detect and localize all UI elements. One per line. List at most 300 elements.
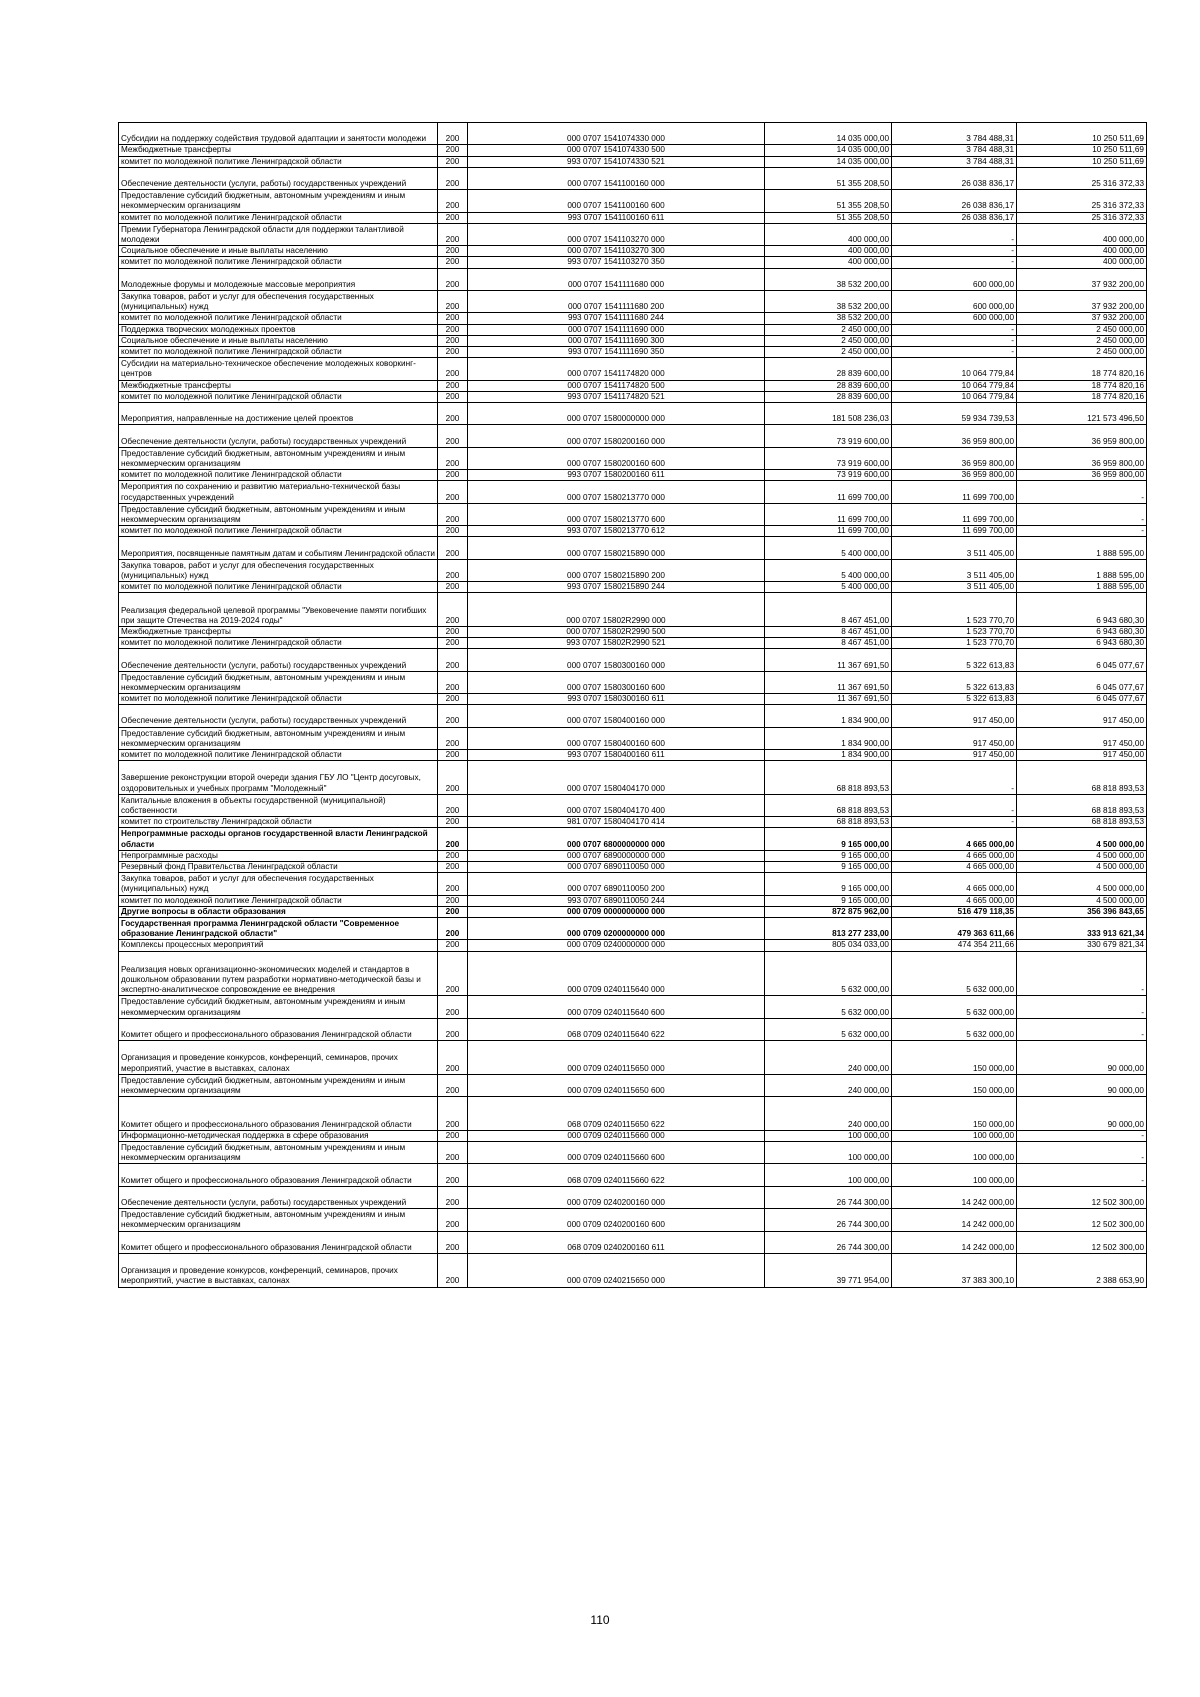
row-plan-cell: 5 632 000,00 <box>765 996 892 1018</box>
table-row <box>119 649 1147 671</box>
row-plan-cell: 1 834 900,00 <box>765 750 892 761</box>
row-code-cell: 200 <box>438 1231 468 1253</box>
row-plan-cell: 8 467 451,00 <box>765 626 892 637</box>
row-kbk-cell: 000 0709 0240200160 600 <box>468 1209 765 1231</box>
row-rest-cell: 4 500 000,00 <box>1017 862 1147 873</box>
row-kbk-cell: 000 0707 1580400160 600 <box>468 727 765 749</box>
row-code-cell: 200 <box>438 895 468 906</box>
table-row <box>119 1097 1147 1131</box>
table-row <box>119 940 1147 951</box>
row-rest-cell: 1 888 595,00 <box>1017 559 1147 581</box>
table-row <box>119 358 1147 380</box>
row-kbk-cell: 000 0709 0000000000 000 <box>468 906 765 917</box>
row-kbk-cell: 000 0709 0240115640 600 <box>468 996 765 1018</box>
row-kbk-cell: 000 0707 1541111690 000 <box>468 324 765 335</box>
row-rest-cell: 1 888 595,00 <box>1017 537 1147 559</box>
table-row <box>119 190 1147 212</box>
row-kbk-cell: 000 0707 1580404170 000 <box>468 761 765 795</box>
row-kbk-cell: 000 0707 1580404170 400 <box>468 794 765 816</box>
row-rest-cell: - <box>1017 503 1147 525</box>
row-plan-cell: 2 450 000,00 <box>765 346 892 357</box>
row-name-cell: комитет по молодежной политике Ленинградской области <box>119 346 438 357</box>
row-plan-cell: 68 818 893,53 <box>765 794 892 816</box>
row-name-cell: комитет по молодежной политике Ленинградской области <box>119 156 438 167</box>
row-plan-cell: 26 744 300,00 <box>765 1186 892 1208</box>
table-row <box>119 470 1147 481</box>
row-plan-cell: 26 744 300,00 <box>765 1209 892 1231</box>
row-plan-cell: 39 771 954,00 <box>765 1253 892 1287</box>
row-name-cell: комитет по молодежной политике Ленинградской области <box>119 895 438 906</box>
row-code-cell: 200 <box>438 1041 468 1075</box>
row-code-cell: 200 <box>438 268 468 290</box>
table-row <box>119 626 1147 637</box>
row-code-cell: 200 <box>438 156 468 167</box>
row-name-cell: Закупка товаров, работ и услуг для обеспечения государственных (муниципальных) нужд <box>119 873 438 895</box>
table-row <box>119 380 1147 391</box>
row-kbk-cell: 000 0709 0240115660 600 <box>468 1142 765 1164</box>
row-kbk-cell: 000 0707 15802R2990 500 <box>468 626 765 637</box>
row-name-cell: Премии Губернатора Ленинградской области для поддержки талантливой молодежи <box>119 223 438 245</box>
row-kbk-cell: 993 0707 1541103270 350 <box>468 257 765 268</box>
row-name-cell: Предоставление субсидий бюджетным, автономным учреждениям и иным некоммерческим организациям <box>119 1209 438 1231</box>
row-plan-cell: 68 818 893,53 <box>765 761 892 795</box>
row-plan-cell: 5 632 000,00 <box>765 1018 892 1040</box>
budget-table <box>118 122 1147 1288</box>
row-code-cell: 200 <box>438 940 468 951</box>
row-done-cell: - <box>892 246 1017 257</box>
row-plan-cell: 14 035 000,00 <box>765 156 892 167</box>
table-row <box>119 1018 1147 1040</box>
row-code-cell: 200 <box>438 750 468 761</box>
row-code-cell: 200 <box>438 559 468 581</box>
row-name-cell: Непрограммные расходы <box>119 850 438 861</box>
row-kbk-cell: 000 0707 1541111680 200 <box>468 290 765 312</box>
row-plan-cell: 51 355 208,50 <box>765 167 892 189</box>
row-code-cell: 200 <box>438 358 468 380</box>
table-row <box>119 828 1147 850</box>
row-done-cell: 3 511 405,00 <box>892 582 1017 593</box>
row-kbk-cell: 000 0709 0240200160 000 <box>468 1186 765 1208</box>
row-name-cell: комитет по молодежной политике Ленинградской области <box>119 750 438 761</box>
table-row <box>119 951 1147 996</box>
row-plan-cell: 100 000,00 <box>765 1130 892 1141</box>
row-name-cell: Предоставление субсидий бюджетным, автономным учреждениям и иным некоммерческим организациям <box>119 1074 438 1096</box>
row-done-cell: 917 450,00 <box>892 727 1017 749</box>
row-done-cell: 150 000,00 <box>892 1097 1017 1131</box>
row-kbk-cell: 000 0707 6890110050 200 <box>468 873 765 895</box>
row-kbk-cell: 000 0707 6890000000 000 <box>468 850 765 861</box>
row-kbk-cell: 000 0707 1541103270 300 <box>468 246 765 257</box>
row-kbk-cell: 000 0707 1541103270 000 <box>468 223 765 245</box>
row-plan-cell: 813 277 233,00 <box>765 918 892 940</box>
row-done-cell: 26 038 836,17 <box>892 190 1017 212</box>
row-plan-cell: 38 532 200,00 <box>765 268 892 290</box>
table-row <box>119 167 1147 189</box>
row-plan-cell: 8 467 451,00 <box>765 638 892 649</box>
row-done-cell: 36 959 800,00 <box>892 425 1017 447</box>
row-rest-cell: 68 818 893,53 <box>1017 817 1147 828</box>
row-done-cell: 4 665 000,00 <box>892 850 1017 861</box>
row-kbk-cell: 000 0707 1541100160 600 <box>468 190 765 212</box>
row-code-cell: 200 <box>438 223 468 245</box>
row-rest-cell: 37 932 200,00 <box>1017 313 1147 324</box>
row-done-cell: 917 450,00 <box>892 705 1017 727</box>
row-kbk-cell: 068 0709 0240115660 622 <box>468 1164 765 1186</box>
row-kbk-cell: 000 0707 1580300160 600 <box>468 671 765 693</box>
row-done-cell: 10 064 779,84 <box>892 358 1017 380</box>
row-code-cell: 200 <box>438 212 468 223</box>
row-rest-cell: 37 932 200,00 <box>1017 268 1147 290</box>
row-name-cell: комитет по молодежной политике Ленинградской области <box>119 313 438 324</box>
row-name-cell: комитет по молодежной политике Ленинградской области <box>119 391 438 402</box>
table-row <box>119 1186 1147 1208</box>
row-name-cell: Комитет общего и профессионального образования Ленинградской области <box>119 1231 438 1253</box>
row-rest-cell: 10 250 511,69 <box>1017 156 1147 167</box>
row-code-cell: 200 <box>438 402 468 424</box>
row-kbk-cell: 000 0707 6890110050 000 <box>468 862 765 873</box>
row-done-cell: 516 479 118,35 <box>892 906 1017 917</box>
row-name-cell: Предоставление субсидий бюджетным, автономным учреждениям и иным некоммерческим организациям <box>119 996 438 1018</box>
row-done-cell: 4 665 000,00 <box>892 828 1017 850</box>
row-name-cell: Обеспечение деятельности (услуги, работы) государственных учреждений <box>119 705 438 727</box>
row-plan-cell: 100 000,00 <box>765 1142 892 1164</box>
row-code-cell: 200 <box>438 638 468 649</box>
row-code-cell: 200 <box>438 850 468 861</box>
row-code-cell: 200 <box>438 794 468 816</box>
table-row <box>119 212 1147 223</box>
row-done-cell: 11 699 700,00 <box>892 481 1017 503</box>
row-done-cell: 1 523 770,70 <box>892 638 1017 649</box>
table-row <box>119 324 1147 335</box>
row-code-cell: 200 <box>438 1074 468 1096</box>
row-rest-cell: 2 450 000,00 <box>1017 346 1147 357</box>
table-row <box>119 290 1147 312</box>
row-rest-cell: 356 396 843,65 <box>1017 906 1147 917</box>
row-rest-cell: 917 450,00 <box>1017 727 1147 749</box>
row-plan-cell: 14 035 000,00 <box>765 145 892 156</box>
row-kbk-cell: 000 0709 0240115650 000 <box>468 1041 765 1075</box>
row-name-cell: Резервный фонд Правительства Ленинградской области <box>119 862 438 873</box>
row-plan-cell: 38 532 200,00 <box>765 313 892 324</box>
row-code-cell: 200 <box>438 582 468 593</box>
table-row <box>119 526 1147 537</box>
row-rest-cell: 90 000,00 <box>1017 1041 1147 1075</box>
row-plan-cell: 14 035 000,00 <box>765 123 892 145</box>
row-plan-cell: 38 532 200,00 <box>765 290 892 312</box>
row-name-cell: Предоставление субсидий бюджетным, автономным учреждениям и иным некоммерческим организациям <box>119 503 438 525</box>
page-number: 110 <box>590 1613 610 1627</box>
row-code-cell: 200 <box>438 257 468 268</box>
row-rest-cell: 6 045 077,67 <box>1017 671 1147 693</box>
row-code-cell: 200 <box>438 380 468 391</box>
row-rest-cell: - <box>1017 481 1147 503</box>
row-name-cell: Завершение реконструкции второй очереди здания ГБУ ЛО "Центр досуговых, оздоровительных и учебных программ "Молодежный" <box>119 761 438 795</box>
row-kbk-cell: 000 0709 0240115660 000 <box>468 1130 765 1141</box>
row-plan-cell: 5 400 000,00 <box>765 559 892 581</box>
row-rest-cell: 36 959 800,00 <box>1017 447 1147 469</box>
row-plan-cell: 73 919 600,00 <box>765 447 892 469</box>
table-row <box>119 705 1147 727</box>
row-kbk-cell: 000 0707 1580215890 200 <box>468 559 765 581</box>
budget-sheet <box>118 122 1146 1288</box>
row-done-cell: - <box>892 346 1017 357</box>
row-code-cell: 200 <box>438 190 468 212</box>
row-kbk-cell: 000 0707 1541074330 000 <box>468 123 765 145</box>
row-name-cell: Предоставление субсидий бюджетным, автономным учреждениям и иным некоммерческим организациям <box>119 671 438 693</box>
row-code-cell: 200 <box>438 828 468 850</box>
row-code-cell: 200 <box>438 346 468 357</box>
row-rest-cell: - <box>1017 951 1147 996</box>
row-kbk-cell: 000 0709 0240115650 600 <box>468 1074 765 1096</box>
row-done-cell: - <box>892 223 1017 245</box>
row-kbk-cell: 993 0707 1580215890 244 <box>468 582 765 593</box>
row-done-cell: 479 363 611,66 <box>892 918 1017 940</box>
row-plan-cell: 51 355 208,50 <box>765 212 892 223</box>
table-row <box>119 425 1147 447</box>
row-done-cell: 917 450,00 <box>892 750 1017 761</box>
row-rest-cell: 37 932 200,00 <box>1017 290 1147 312</box>
row-code-cell: 200 <box>438 1142 468 1164</box>
table-row <box>119 794 1147 816</box>
row-code-cell: 200 <box>438 671 468 693</box>
row-kbk-cell: 993 0707 1541174820 521 <box>468 391 765 402</box>
row-kbk-cell: 000 0707 1580400160 000 <box>468 705 765 727</box>
row-rest-cell: 18 774 820,16 <box>1017 358 1147 380</box>
row-rest-cell: 4 500 000,00 <box>1017 828 1147 850</box>
row-rest-cell: 25 316 372,33 <box>1017 167 1147 189</box>
row-rest-cell: - <box>1017 1142 1147 1164</box>
row-kbk-cell: 000 0707 1541074330 500 <box>468 145 765 156</box>
row-rest-cell: 12 502 300,00 <box>1017 1209 1147 1231</box>
table-row <box>119 817 1147 828</box>
row-code-cell: 200 <box>438 1253 468 1287</box>
row-kbk-cell: 000 0707 6800000000 000 <box>468 828 765 850</box>
row-plan-cell: 11 699 700,00 <box>765 503 892 525</box>
row-plan-cell: 11 699 700,00 <box>765 481 892 503</box>
row-name-cell: Поддержка творческих молодежных проектов <box>119 324 438 335</box>
table-row <box>119 145 1147 156</box>
row-rest-cell: 12 502 300,00 <box>1017 1186 1147 1208</box>
row-code-cell: 200 <box>438 290 468 312</box>
row-done-cell: 3 784 488,31 <box>892 123 1017 145</box>
row-code-cell: 200 <box>438 593 468 627</box>
row-rest-cell: 2 450 000,00 <box>1017 335 1147 346</box>
table-row <box>119 727 1147 749</box>
row-name-cell: Социальное обеспечение и иные выплаты населению <box>119 246 438 257</box>
row-kbk-cell: 000 0709 0240000000 000 <box>468 940 765 951</box>
table-row <box>119 1130 1147 1141</box>
row-code-cell: 200 <box>438 649 468 671</box>
row-kbk-cell: 000 0709 0240115640 000 <box>468 951 765 996</box>
row-kbk-cell: 993 0707 1541111690 350 <box>468 346 765 357</box>
row-kbk-cell: 000 0707 1541174820 500 <box>468 380 765 391</box>
row-code-cell: 200 <box>438 335 468 346</box>
row-done-cell: 3 511 405,00 <box>892 537 1017 559</box>
row-done-cell: 150 000,00 <box>892 1074 1017 1096</box>
table-row <box>119 582 1147 593</box>
row-code-cell: 200 <box>438 705 468 727</box>
row-name-cell: Непрограммные расходы органов государственной власти Ленинградской области <box>119 828 438 850</box>
row-done-cell: 5 632 000,00 <box>892 1018 1017 1040</box>
row-code-cell: 200 <box>438 1097 468 1131</box>
row-done-cell: 474 354 211,66 <box>892 940 1017 951</box>
row-rest-cell: 2 450 000,00 <box>1017 324 1147 335</box>
table-row <box>119 313 1147 324</box>
row-kbk-cell: 000 0707 1580000000 000 <box>468 402 765 424</box>
row-code-cell: 200 <box>438 1130 468 1141</box>
table-row <box>119 1164 1147 1186</box>
row-plan-cell: 5 632 000,00 <box>765 951 892 996</box>
row-kbk-cell: 000 0707 1541100160 000 <box>468 167 765 189</box>
row-rest-cell: 36 959 800,00 <box>1017 425 1147 447</box>
row-name-cell: Государственная программа Ленинградской области "Современное образование Ленинградской области" <box>119 918 438 940</box>
table-row <box>119 257 1147 268</box>
row-plan-cell: 5 400 000,00 <box>765 582 892 593</box>
row-code-cell: 200 <box>438 481 468 503</box>
row-name-cell: Комплексы процессных мероприятий <box>119 940 438 951</box>
row-rest-cell: 18 774 820,16 <box>1017 380 1147 391</box>
table-row <box>119 335 1147 346</box>
row-kbk-cell: 000 0707 1580215890 000 <box>468 537 765 559</box>
row-name-cell: Межбюджетные трансферты <box>119 626 438 637</box>
row-code-cell: 200 <box>438 425 468 447</box>
row-done-cell: 5 322 613,83 <box>892 671 1017 693</box>
row-kbk-cell: 000 0707 1541174820 000 <box>468 358 765 380</box>
row-done-cell: - <box>892 794 1017 816</box>
table-row <box>119 1231 1147 1253</box>
table-row <box>119 895 1147 906</box>
table-row <box>119 750 1147 761</box>
row-name-cell: Комитет общего и профессионального образования Ленинградской области <box>119 1018 438 1040</box>
table-row <box>119 559 1147 581</box>
row-code-cell: 200 <box>438 694 468 705</box>
row-done-cell: 100 000,00 <box>892 1130 1017 1141</box>
table-row <box>119 761 1147 795</box>
row-done-cell: 4 665 000,00 <box>892 862 1017 873</box>
table-row <box>119 223 1147 245</box>
row-rest-cell: 6 943 680,30 <box>1017 638 1147 649</box>
row-kbk-cell: 993 0707 1580300160 611 <box>468 694 765 705</box>
row-done-cell: 14 242 000,00 <box>892 1186 1017 1208</box>
table-row <box>119 850 1147 861</box>
row-rest-cell: 121 573 496,50 <box>1017 402 1147 424</box>
row-done-cell: 600 000,00 <box>892 290 1017 312</box>
row-done-cell: 10 064 779,84 <box>892 380 1017 391</box>
row-plan-cell: 2 450 000,00 <box>765 324 892 335</box>
table-row <box>119 918 1147 940</box>
table-row <box>119 346 1147 357</box>
row-kbk-cell: 068 0709 0240200160 611 <box>468 1231 765 1253</box>
row-name-cell: Обеспечение деятельности (услуги, работы) государственных учреждений <box>119 425 438 447</box>
row-plan-cell: 240 000,00 <box>765 1097 892 1131</box>
row-done-cell: 3 784 488,31 <box>892 145 1017 156</box>
row-plan-cell: 2 450 000,00 <box>765 335 892 346</box>
row-kbk-cell: 000 0707 1580300160 000 <box>468 649 765 671</box>
row-plan-cell: 1 834 900,00 <box>765 727 892 749</box>
row-kbk-cell: 000 0709 0240215650 000 <box>468 1253 765 1287</box>
row-kbk-cell: 993 0707 1541100160 611 <box>468 212 765 223</box>
row-name-cell: комитет по молодежной политике Ленинградской области <box>119 212 438 223</box>
row-done-cell: 600 000,00 <box>892 313 1017 324</box>
row-plan-cell: 28 839 600,00 <box>765 380 892 391</box>
row-plan-cell: 1 834 900,00 <box>765 705 892 727</box>
row-plan-cell: 28 839 600,00 <box>765 391 892 402</box>
row-plan-cell: 51 355 208,50 <box>765 190 892 212</box>
row-done-cell: 5 322 613,83 <box>892 649 1017 671</box>
row-code-cell: 200 <box>438 727 468 749</box>
row-code-cell: 200 <box>438 918 468 940</box>
row-code-cell: 200 <box>438 906 468 917</box>
row-code-cell: 200 <box>438 537 468 559</box>
row-code-cell: 200 <box>438 862 468 873</box>
row-rest-cell: 917 450,00 <box>1017 750 1147 761</box>
table-row <box>119 537 1147 559</box>
row-kbk-cell: 993 0707 1580200160 611 <box>468 470 765 481</box>
row-rest-cell: 68 818 893,53 <box>1017 761 1147 795</box>
row-rest-cell: 4 500 000,00 <box>1017 873 1147 895</box>
row-name-cell: Другие вопросы в области образования <box>119 906 438 917</box>
row-name-cell: Закупка товаров, работ и услуг для обеспечения государственных (муниципальных) нужд <box>119 559 438 581</box>
row-plan-cell: 240 000,00 <box>765 1041 892 1075</box>
row-name-cell: Мероприятия, посвященные памятным датам и событиям Ленинградской области <box>119 537 438 559</box>
row-plan-cell: 400 000,00 <box>765 223 892 245</box>
row-name-cell: Предоставление субсидий бюджетным, автономным учреждениям и иным некоммерческим организациям <box>119 1142 438 1164</box>
row-plan-cell: 28 839 600,00 <box>765 358 892 380</box>
row-rest-cell: 4 500 000,00 <box>1017 850 1147 861</box>
row-name-cell: Предоставление субсидий бюджетным, автономным учреждениям и иным некоммерческим организациям <box>119 727 438 749</box>
row-name-cell: Капитальные вложения в объекты государственной (муниципальной) собственности <box>119 794 438 816</box>
row-done-cell: 5 632 000,00 <box>892 996 1017 1018</box>
row-rest-cell: - <box>1017 1018 1147 1040</box>
row-name-cell: Закупка товаров, работ и услуг для обеспечения государственных (муниципальных) нужд <box>119 290 438 312</box>
table-row <box>119 268 1147 290</box>
row-plan-cell: 11 367 691,50 <box>765 671 892 693</box>
row-rest-cell: 6 045 077,67 <box>1017 694 1147 705</box>
row-done-cell: - <box>892 761 1017 795</box>
row-name-cell: комитет по молодежной политике Ленинградской области <box>119 470 438 481</box>
row-done-cell: 59 934 739,53 <box>892 402 1017 424</box>
row-rest-cell: 330 679 821,34 <box>1017 940 1147 951</box>
row-plan-cell: 100 000,00 <box>765 1164 892 1186</box>
row-plan-cell: 11 367 691,50 <box>765 694 892 705</box>
row-name-cell: Межбюджетные трансферты <box>119 380 438 391</box>
row-name-cell: Мероприятия по сохранению и развитию материально-технической базы государственных учреждений <box>119 481 438 503</box>
row-done-cell: - <box>892 335 1017 346</box>
row-rest-cell: 18 774 820,16 <box>1017 391 1147 402</box>
row-rest-cell: 2 388 653,90 <box>1017 1253 1147 1287</box>
row-plan-cell: 240 000,00 <box>765 1074 892 1096</box>
row-plan-cell: 11 367 691,50 <box>765 649 892 671</box>
row-kbk-cell: 000 0707 1580213770 600 <box>468 503 765 525</box>
row-name-cell: комитет по строительству Ленинградской области <box>119 817 438 828</box>
row-code-cell: 200 <box>438 503 468 525</box>
row-done-cell: 5 322 613,83 <box>892 694 1017 705</box>
row-rest-cell: 25 316 372,33 <box>1017 190 1147 212</box>
row-done-cell: 37 383 300,10 <box>892 1253 1017 1287</box>
row-done-cell: 1 523 770,70 <box>892 593 1017 627</box>
row-name-cell: комитет по молодежной политике Ленинградской области <box>119 638 438 649</box>
row-name-cell: комитет по молодежной политике Ленинградской области <box>119 582 438 593</box>
row-done-cell: 11 699 700,00 <box>892 503 1017 525</box>
row-rest-cell: - <box>1017 526 1147 537</box>
table-row <box>119 1253 1147 1287</box>
row-code-cell: 200 <box>438 817 468 828</box>
row-kbk-cell: 993 0707 1541074330 521 <box>468 156 765 167</box>
row-plan-cell: 400 000,00 <box>765 246 892 257</box>
row-name-cell: Обеспечение деятельности (услуги, работы) государственных учреждений <box>119 1186 438 1208</box>
row-rest-cell: 6 943 680,30 <box>1017 593 1147 627</box>
row-name-cell: Обеспечение деятельности (услуги, работы) государственных учреждений <box>119 167 438 189</box>
